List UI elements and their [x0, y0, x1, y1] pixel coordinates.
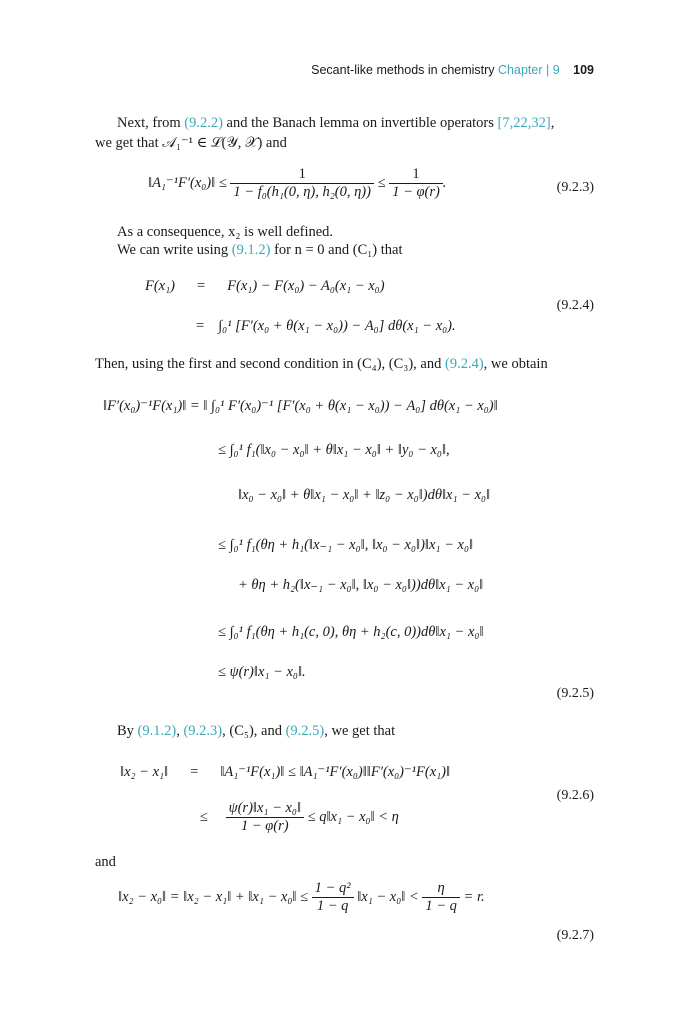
fraction: $\frac{\text{1 − q²}}{1 - q}$: [312, 880, 354, 915]
paragraph-write: We can write using (9.1.2) for n = 0 and (C₁) that: [117, 242, 403, 258]
equation-number: (9.2.4): [556, 298, 594, 313]
citation-link[interactable]: (9.2.2): [184, 115, 223, 131]
citation-link[interactable]: (9.1.2): [137, 723, 177, 739]
fraction: $\frac{1}{\text{1 − f₀(h₁(0, η), h₂(0, η))}}$: [230, 166, 374, 201]
math: ≤: [377, 174, 386, 191]
paragraph-then: Then, using the first and second condition in (C₄), (C₃), and (9.2.4), we obtain: [95, 356, 548, 372]
equation-9-2-5-line2: ≤ ∫₀¹ f₁(‖x₀ − x₀‖ + θ‖x₁ − x₀‖ + ‖y₀ − x₀‖,: [218, 442, 450, 458]
text: and the Banach lemma on invertible operators: [222, 115, 498, 131]
paragraph-consequence: As a consequence, x₂ is well defined.: [117, 224, 334, 240]
header-title: Secant-like methods in chemistry: [311, 63, 495, 77]
fraction: $\frac{\eta}{1 - q}$: [422, 880, 460, 915]
fraction: $\frac{1}{1 - \varphi(r)}$: [389, 166, 443, 201]
equation-9-2-5-line5: + θη + h₂(‖x₋₁ − x₀‖, ‖x₀ − x₀‖))dθ‖x₁ − x₀‖: [238, 577, 484, 593]
equation-9-2-7: ‖x₂ − x₀‖ = ‖x₂ − x₁‖ + ‖x₁ − x₀‖ ≤ $\frac{\text{1 − q²}}{1 - q}$ ‖x₁ − x₀‖ < $\frac{\eta}{1 - q}$ = r.: [118, 880, 485, 914]
citation-link[interactable]: (9.2.5): [285, 723, 325, 739]
citation-link[interactable]: (9.1.2): [231, 242, 271, 258]
citation-link[interactable]: (9.2.3): [183, 723, 223, 739]
equation-9-2-6-line2: ≤ $\frac{\text{ψ(r)‖x₁ − x₀‖}}{1 - \varphi(r)}$ ≤ q‖x₁ − x₀‖ < η: [200, 800, 399, 834]
equation-number: (9.2.6): [556, 788, 594, 803]
text-and: and: [95, 854, 116, 870]
equation-9-2-6-line1: ‖x₂ − x₁‖ = ‖A₁⁻¹F(x₁)‖ ≤ ‖A₁⁻¹F′(x₀)‖‖F′(x₀)⁻¹F(x₁)‖: [120, 764, 451, 780]
paragraph-intro-line2: we get that 𝒜₁⁻¹ ∈ ℒ(𝒴, 𝒳) and: [95, 135, 287, 151]
header-chapter: Chapter | 9: [498, 63, 560, 77]
citation-link[interactable]: [7,22,32]: [497, 115, 551, 131]
equation-9-2-5-line3: ‖x₀ − x₀‖ + θ‖x₁ − x₀‖ + ‖z₀ − x₀‖)dθ‖x₁ − x₀‖: [238, 487, 491, 503]
page-number: 109: [573, 63, 594, 77]
text: ,: [550, 115, 555, 131]
equation-9-2-4-line1: F(x₁) = F(x₁) − F(x₀) − A₀(x₁ − x₀): [145, 278, 385, 294]
equation-9-2-5-line6: ≤ ∫₀¹ f₁(θη + h₁(c, 0), θη + h₂(c, 0))dθ‖x₁ − x₀‖: [218, 624, 484, 640]
math: ‖A₁⁻¹F′(x₀)‖ ≤: [148, 174, 227, 191]
equation-9-2-4-line2: = ∫₀¹ [F′(x₀ + θ(x₁ − x₀)) − A₀] dθ(x₁ − x₀).: [196, 318, 456, 334]
equation-9-2-3: ‖A₁⁻¹F′(x₀)‖ ≤ $\frac{1}{\text{1 − f₀(h₁(0, η), h₂(0, η))}}$ ≤ $\frac{1}{1 - \varphi(r)}$ .: [148, 166, 447, 200]
equation-number: (9.2.5): [556, 686, 594, 701]
paragraph-intro: [95, 113, 595, 133]
equation-number: (9.2.7): [556, 928, 594, 943]
text: Next, from: [117, 115, 185, 131]
running-header: [311, 63, 594, 77]
equation-9-2-5-line1: ‖F′(x₀)⁻¹F(x₁)‖ = ‖ ∫₀¹ F′(x₀)⁻¹ [F′(x₀ + θ(x₁ − x₀)) − A₀] dθ(x₁ − x₀)‖: [103, 398, 498, 414]
equation-number: (9.2.3): [556, 180, 594, 195]
equation-9-2-5-line7: ≤ ψ(r)‖x₁ − x₀‖.: [218, 664, 306, 680]
fraction: $\frac{\text{ψ(r)‖x₁ − x₀‖}}{1 - \varphi(r)}$: [226, 800, 304, 835]
paragraph-by: By (9.1.2), (9.2.3), (C₅), and (9.2.5), we get that: [117, 723, 396, 739]
equation-9-2-5-line4: ≤ ∫₀¹ f₁(θη + h₁(‖x₋₁ − x₀‖, ‖x₀ − x₀‖)‖x₁ − x₀‖: [218, 537, 474, 553]
citation-link[interactable]: (9.2.4): [445, 356, 484, 372]
